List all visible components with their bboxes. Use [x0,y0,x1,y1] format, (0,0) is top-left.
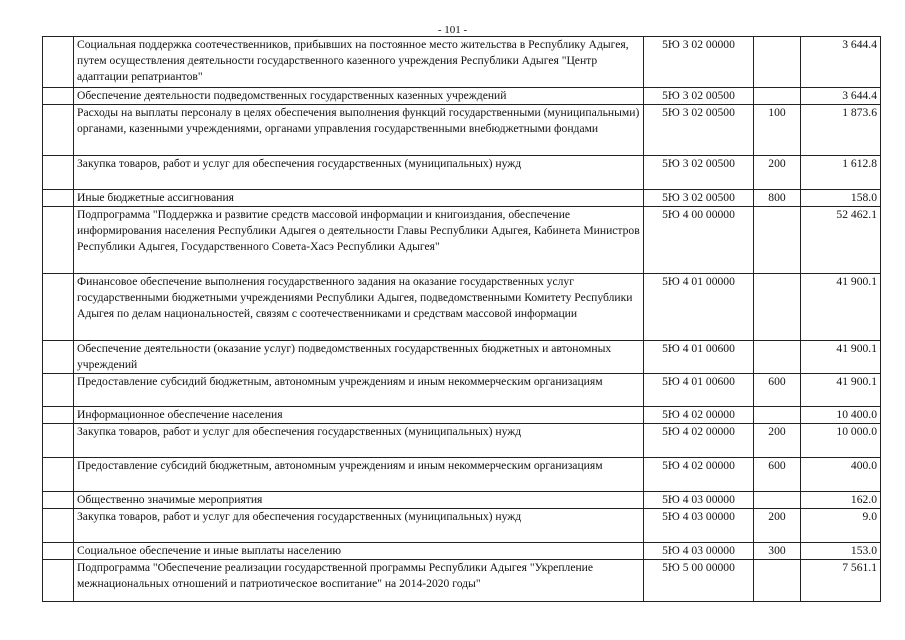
row-name-cell: Социальная поддержка соотечественников, прибывших на постоянное место жительства в Республику Адыгея, путем осуществления деятельности государственного казенного учреждения Республики Адыгея "Центр адаптации репатриантов" [74,37,644,88]
row-margin-cell [43,509,74,543]
table-row [43,156,881,190]
table-row [43,105,881,156]
row-name-cell: Предоставление субсидий бюджетным, автономным учреждениям и иным некоммерческим организациям [74,458,644,492]
row-name-cell: Иные бюджетные ассигнования [74,190,644,207]
row-name-cell: Общественно значимые мероприятия [74,492,644,509]
table-row [43,543,881,560]
row-name-cell: Обеспечение деятельности (оказание услуг) подведомственных государственных бюджетных и автономных учреждений [74,341,644,374]
table-row [43,424,881,458]
row-vr-cell: 300 [754,543,801,560]
row-code-cell: 5Ю 3 02 00500 [644,105,754,156]
row-amount-cell: 162.0 [801,492,881,509]
row-vr-cell [754,274,801,341]
row-code-cell: 5Ю 4 01 00600 [644,374,754,407]
row-name-cell: Закупка товаров, работ и услуг для обеспечения государственных (муниципальных) нужд [74,156,644,190]
table-row [43,190,881,207]
table-row [43,341,881,374]
row-margin-cell [43,274,74,341]
row-vr-cell [754,560,801,602]
budget-table-body [43,37,881,602]
row-amount-cell: 153.0 [801,543,881,560]
row-margin-cell [43,156,74,190]
row-vr-cell: 600 [754,374,801,407]
row-code-cell: 5Ю 4 03 00000 [644,492,754,509]
row-amount-cell: 10 000.0 [801,424,881,458]
row-code-cell: 5Ю 3 02 00500 [644,88,754,105]
row-amount-cell: 7 561.1 [801,560,881,602]
row-amount-cell: 10 400.0 [801,407,881,424]
row-name-cell: Подпрограмма "Поддержка и развитие средств массовой информации и книгоиздания, обеспечение информирования населения Республики Адыгея о деятельности Главы Республики Адыгея, Кабинета Министров Республики Адыгея, Государственного Совета-Хасэ Республики Адыгея" [74,207,644,274]
row-vr-cell: 200 [754,424,801,458]
row-amount-cell: 158.0 [801,190,881,207]
row-name-cell: Подпрограмма "Обеспечение реализации государственной программы Республики Адыгея "Укрепление межнациональных отношений и патриотическое воспитание" на 2014-2020 годы" [74,560,644,602]
table-row [43,274,881,341]
row-code-cell: 5Ю 4 02 00000 [644,458,754,492]
row-name-cell: Информационное обеспечение населения [74,407,644,424]
table-row [43,88,881,105]
row-margin-cell [43,458,74,492]
table-row [43,492,881,509]
row-code-cell: 5Ю 4 01 00000 [644,274,754,341]
row-margin-cell [43,37,74,88]
row-vr-cell: 600 [754,458,801,492]
row-margin-cell [43,341,74,374]
row-amount-cell: 400.0 [801,458,881,492]
row-amount-cell: 1 873.6 [801,105,881,156]
row-amount-cell: 1 612.8 [801,156,881,190]
row-amount-cell: 41 900.1 [801,374,881,407]
row-amount-cell: 41 900.1 [801,274,881,341]
row-margin-cell [43,88,74,105]
row-vr-cell: 100 [754,105,801,156]
row-margin-cell [43,207,74,274]
table-row [43,560,881,602]
row-vr-cell [754,88,801,105]
row-vr-cell [754,207,801,274]
row-code-cell: 5Ю 3 02 00500 [644,156,754,190]
row-code-cell: 5Ю 4 00 00000 [644,207,754,274]
row-name-cell: Обеспечение деятельности подведомственных государственных казенных учреждений [74,88,644,105]
row-margin-cell [43,424,74,458]
table-row [43,374,881,407]
row-vr-cell [754,37,801,88]
table-row [43,407,881,424]
row-code-cell: 5Ю 5 00 00000 [644,560,754,602]
row-vr-cell [754,341,801,374]
row-code-cell: 5Ю 4 03 00000 [644,543,754,560]
table-row [43,458,881,492]
table-row [43,37,881,88]
table-row [43,207,881,274]
row-code-cell: 5Ю 4 02 00000 [644,407,754,424]
row-name-cell: Закупка товаров, работ и услуг для обеспечения государственных (муниципальных) нужд [74,424,644,458]
row-code-cell: 5Ю 3 02 00500 [644,190,754,207]
row-name-cell: Социальное обеспечение и иные выплаты населению [74,543,644,560]
row-vr-cell [754,492,801,509]
row-margin-cell [43,543,74,560]
row-vr-cell [754,407,801,424]
row-code-cell: 5Ю 4 02 00000 [644,424,754,458]
row-margin-cell [43,407,74,424]
row-name-cell: Закупка товаров, работ и услуг для обеспечения государственных (муниципальных) нужд [74,509,644,543]
row-margin-cell [43,492,74,509]
row-amount-cell: 3 644.4 [801,88,881,105]
row-name-cell: Финансовое обеспечение выполнения государственного задания на оказание государственных услуг государственными бюджетными учреждениями Республики Адыгея, подведомственными Комитету Республики Адыгея по делам национальностей, связям с соотечественниками и средствам массовой информации [74,274,644,341]
row-code-cell: 5Ю 4 03 00000 [644,509,754,543]
row-margin-cell [43,374,74,407]
budget-table [42,36,881,602]
table-row [43,509,881,543]
row-code-cell: 5Ю 4 01 00600 [644,341,754,374]
row-amount-cell: 52 462.1 [801,207,881,274]
row-amount-cell: 3 644.4 [801,37,881,88]
row-vr-cell: 200 [754,156,801,190]
row-code-cell: 5Ю 3 02 00000 [644,37,754,88]
row-amount-cell: 41 900.1 [801,341,881,374]
row-vr-cell: 200 [754,509,801,543]
row-margin-cell [43,560,74,602]
row-name-cell: Расходы на выплаты персоналу в целях обеспечения выполнения функций государственными (муниципальными) органами, казенными учреждениями, органами управления государственными внебюджетными фондами [74,105,644,156]
row-name-cell: Предоставление субсидий бюджетным, автономным учреждениям и иным некоммерческим организациям [74,374,644,407]
row-vr-cell: 800 [754,190,801,207]
page-number: - 101 - [437,24,468,36]
row-margin-cell [43,190,74,207]
row-amount-cell: 9.0 [801,509,881,543]
row-margin-cell [43,105,74,156]
